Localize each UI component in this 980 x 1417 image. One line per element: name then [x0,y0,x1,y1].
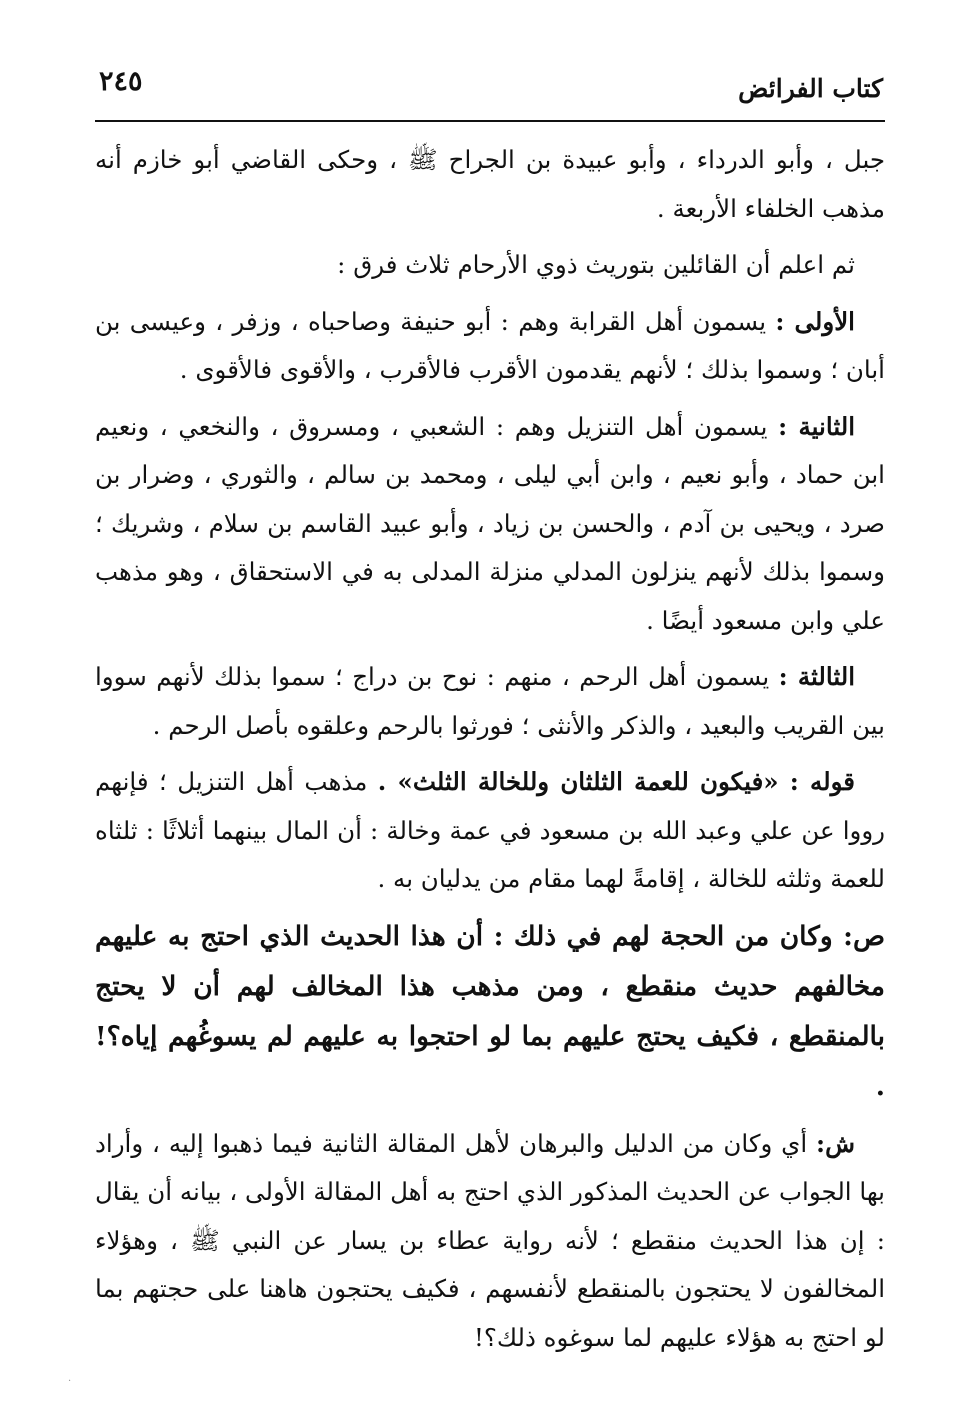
sharh-block [95,1120,885,1363]
header-rule [95,120,885,122]
paragraph-continuation [95,136,885,233]
paragraph-lead: الثانية : [778,411,855,441]
page-number: ٢٤٥ [99,66,143,97]
sharh-lead: ش: [816,1128,855,1158]
page-header [95,60,885,112]
paragraph-text: يسمون أهل القرابة وهم : أبو حنيفة وصاحباه ، وزفر ، وعيسى بن أبان ؛ وسموا بذلك ؛ لأنهم يقدمون الأقرب فالأقرب ، والأقوى فالأقوى . [95,306,885,384]
paragraph-intro [95,241,885,290]
page-body [95,136,885,1362]
book-page [95,60,885,1360]
paragraph-lead: الأولى : [775,306,855,336]
matn-block [95,912,885,1112]
paragraph-quote: «فيكون للعمة الثلثان وللخالة الثلث» . [377,767,790,796]
paragraph-first-group [95,298,885,395]
paragraph-text: مذهب أهل التنزيل ؛ فإنهم رووا عن علي وعبد الله بن مسعود في عمة وخالة : أن المال بينهما أثلاثًا : ثلثاه للعمة وثلثه للخالة ، إقامةً لهما مقام من يدليان به . [95,767,885,893]
paragraph-third-group [95,653,885,750]
paragraph-text: ثم اعلم أن القائلين بتوريث ذوي الأرحام ثلاث فرق : [337,250,855,279]
paragraph-text: يسمون أهل الرحم ، منهم : نوح بن دراج ؛ سموا بذلك لأنهم سووا بين القريب والبعيد ، والذكر والأنثى ؛ فورثوا بالرحم وعلقوه بأصل الرحم . [95,662,885,740]
paragraph-qawluhu [95,758,885,904]
matn-text: ص: وكان من الحجة لهم في ذلك : أن هذا الحديث الذي احتج به عليهم مخالفهم حديث منقطع ، ومن مذهب هذا المخالف لهم أن لا يحتج بالمنقطع ، فكيف يحتج عليهم بما لو احتجوا به عليهم لم يسوغُهم إياه؟! . [95,920,885,1102]
sharh-text: أي وكان من الدليل والبرهان لأهل المقالة الثانية فيما ذهبوا إليه ، وأراد بها الجواب عن الحديث المذكور الذي احتج به أهل المقالة الأولى ، بيانه أن يقال : إن هذا الحديث منقطع ؛ لأنه رواية عطاء بن يسار عن النبي ﷺ ، وهؤلاء المخالفون لا يحتجون بالمنقطع لأنفسهم ، فكيف يحتجون هاهنا على حجتهم بما لو احتج به هؤلاء عليهم لما سوغوه ذلك؟! [95,1128,885,1352]
paragraph-text: جبل ، وأبو الدرداء ، وأبو عبيدة بن الجراح ﷺ ، وحكى القاضي أبو خازم أنه مذهب الخلفاء الأربعة . [95,145,885,223]
paragraph-second-group [95,403,885,646]
paragraph-lead: قوله : [789,767,855,796]
running-title: كتاب الفرائض [738,74,883,103]
paragraph-text: يسمون أهل التنزيل وهم : الشعبي ، ومسروق ، والنخعي ، ونعيم ابن حماد ، وأبو نعيم ، وابن أبي ليلى ، ومحمد بن سالم ، والثوري ، وضرار بن صرد ، ويحيى بن آدم ، والحسن بن زياد ، وأبو عبيد القاسم بن سلام ، وشريك ؛ وسموا بذلك لأنهم ينزلون المدلي منزلة المدلى به في الاستحقاق ، وهو مذهب علي وابن مسعود أيضًا . [95,411,885,635]
scan-mark: · [68,1376,72,1387]
paragraph-lead: الثالثة : [778,662,855,691]
